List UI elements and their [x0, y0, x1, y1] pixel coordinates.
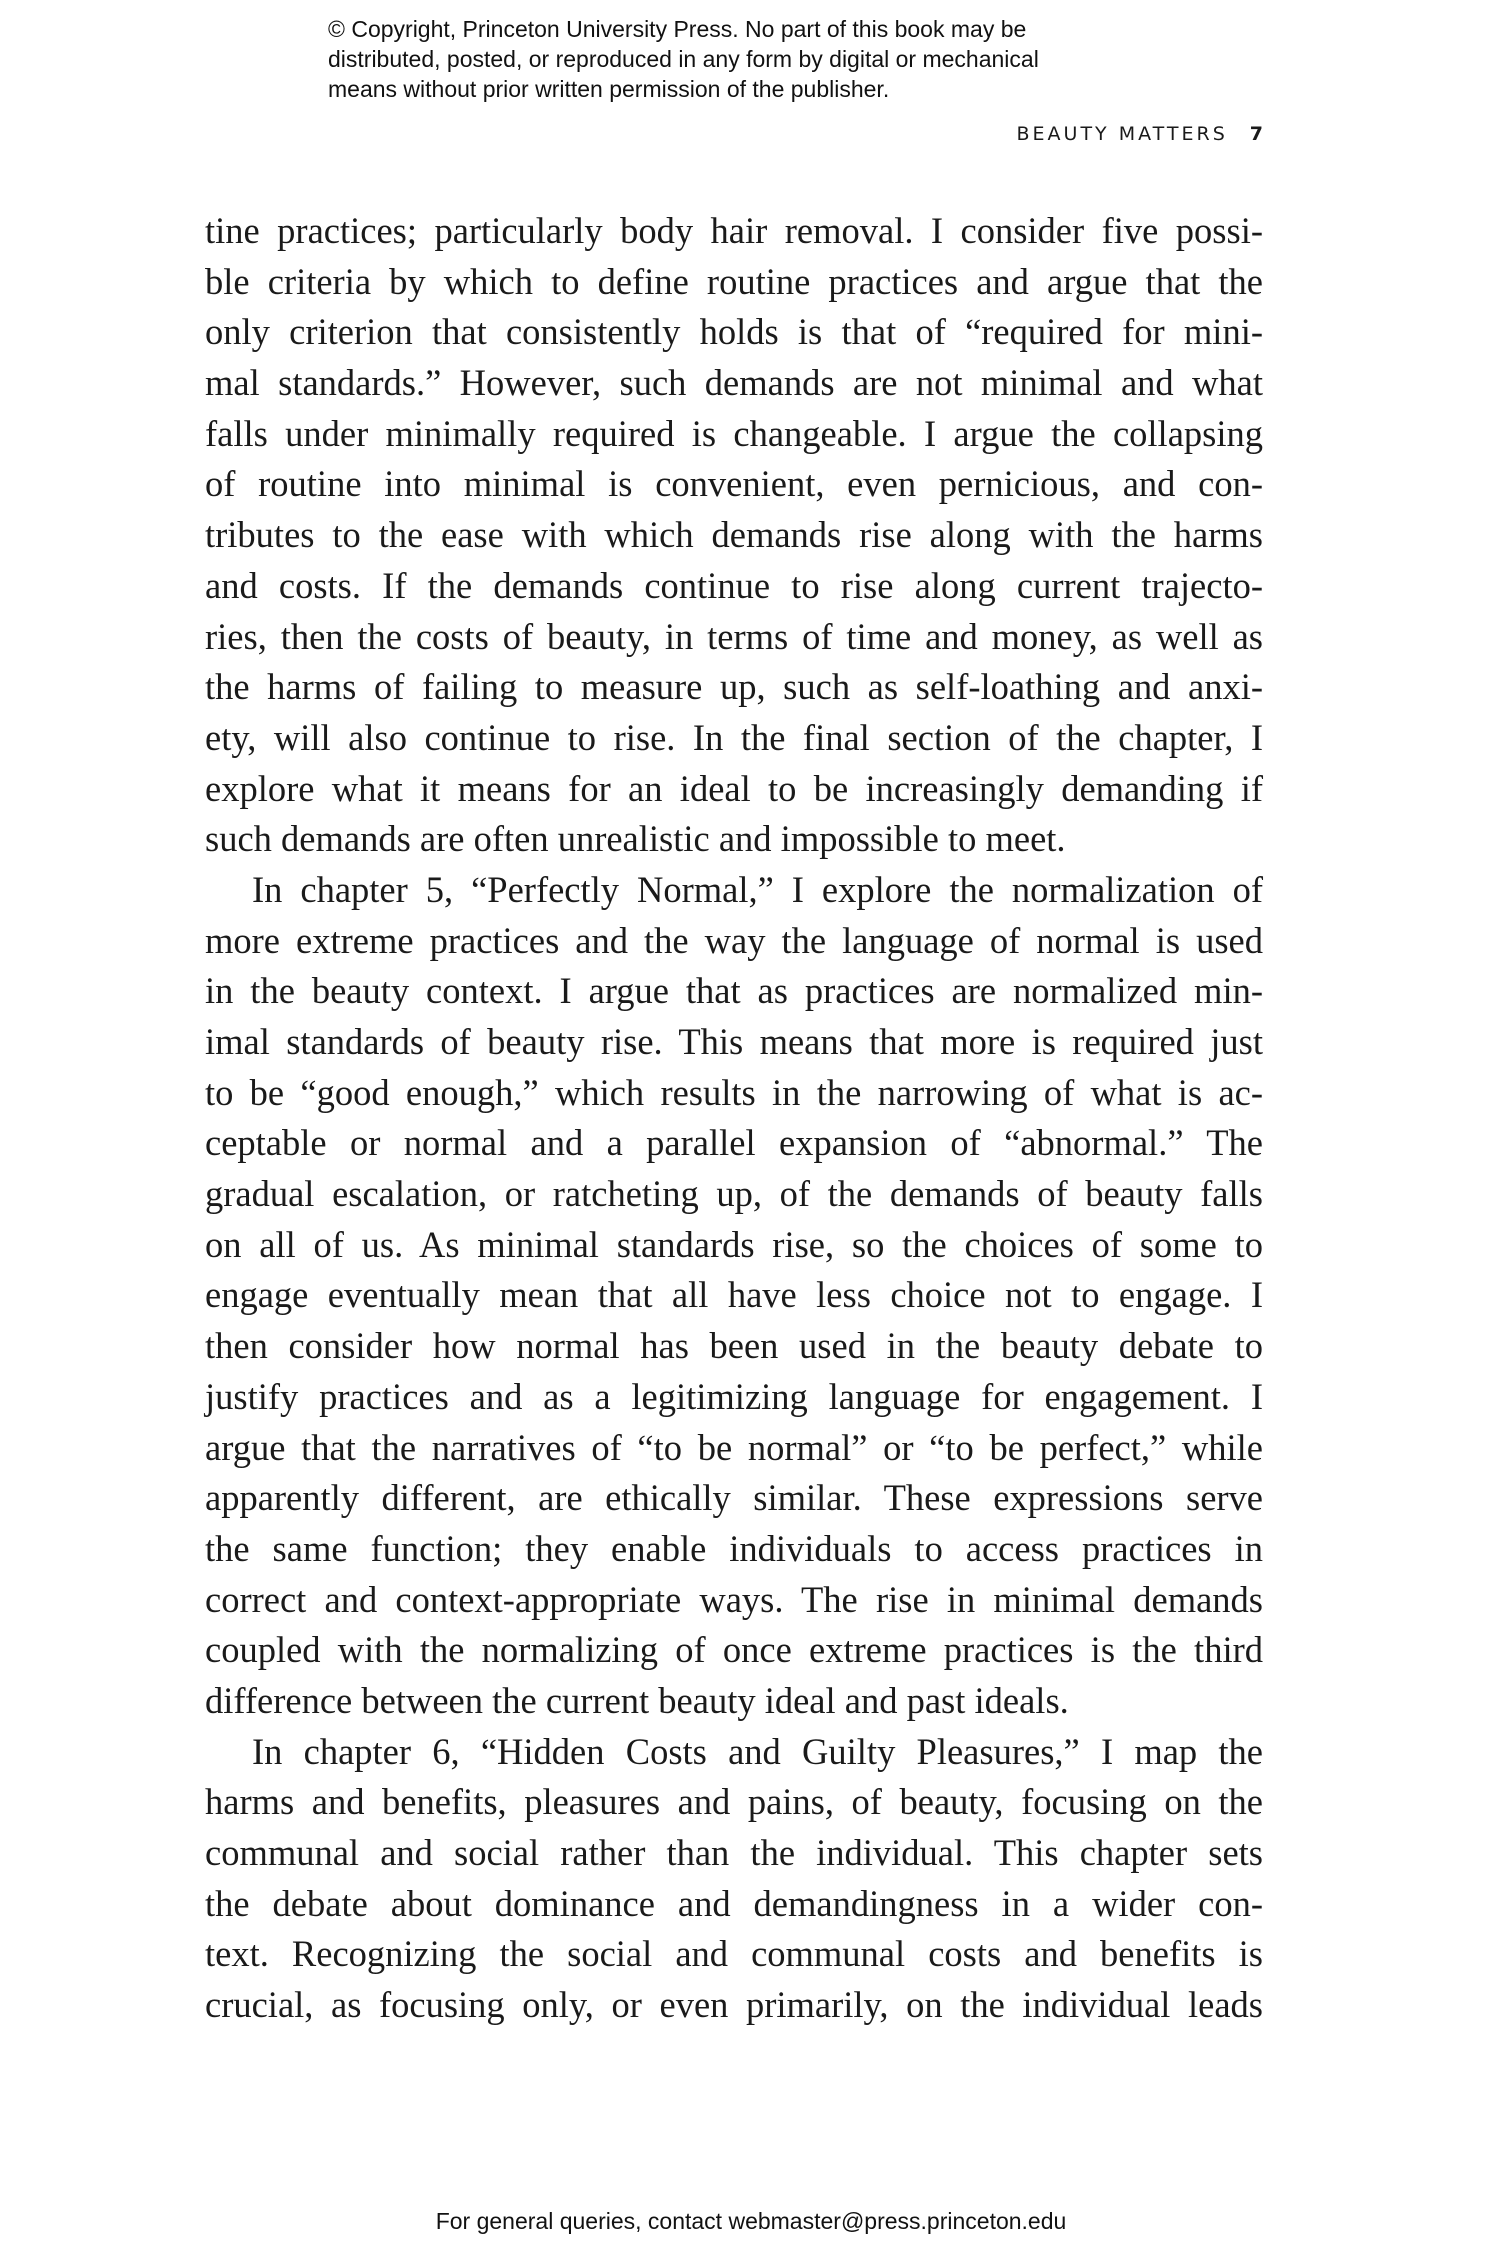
text-line: engage eventually mean that all have less choice not to engage. I [205, 1274, 1263, 1316]
text-line: communal and social rather than the individual. This chapter sets [205, 1832, 1263, 1873]
text-line: of routine into minimal is convenient, even pernicious, and con- [205, 463, 1263, 505]
text-line: and costs. If the demands continue to rise along current trajecto- [205, 564, 1263, 606]
text-line: only criterion that consistently holds is that of “required for mini- [205, 311, 1263, 353]
text-line: harms and benefits, pleasures and pains, of beauty, focusing on the [205, 1781, 1263, 1823]
running-head-title: BEAUTY MATTERS [1016, 123, 1228, 145]
footer-contact-text: For general queries, contact webmaster@press.princeton.edu [435, 2208, 1067, 2234]
paragraph-2 [205, 865, 1263, 1727]
text-line: explore what it means for an ideal to be increasingly demanding if [205, 767, 1263, 809]
text-line: In chapter 5, “Perfectly Normal,” I explore the normalization of [252, 868, 1263, 910]
text-line: text. Recognizing the social and communal costs and benefits is [205, 1933, 1263, 1975]
text-line: on all of us. As minimal standards rise, so the choices of some to [205, 1223, 1263, 1265]
text-line: coupled with the normalizing of once extreme practices is the third [205, 1629, 1263, 1671]
paragraph-1 [205, 206, 1263, 865]
text-line: the same function; they enable individuals to access practices in [205, 1527, 1263, 1569]
copyright-line: © Copyright, Princeton University Press. No part of this book may be [328, 16, 1027, 42]
text-line: more extreme practices and the way the language of normal is used [205, 919, 1263, 961]
text-line: In chapter 6, “Hidden Costs and Guilty Pleasures,” I map the [252, 1730, 1263, 1772]
text-line: to be “good enough,” which results in the narrowing of what is ac- [205, 1071, 1263, 1113]
paragraph-3 [205, 1727, 1263, 2031]
text-line: tributes to the ease with which demands rise along with the harms [205, 514, 1263, 556]
running-head [900, 120, 1263, 148]
text-line: imal standards of beauty rise. This means that more is required just [205, 1021, 1263, 1062]
text-line: difference between the current beauty ideal and past ideals. [205, 1679, 1069, 1721]
text-line: in the beauty context. I argue that as practices are normalized min- [205, 970, 1263, 1012]
text-line: the harms of failing to measure up, such as self-loathing and anxi- [205, 666, 1263, 708]
page-number: 7 [1249, 123, 1263, 145]
text-line: justify practices and as a legitimizing language for engagement. I [205, 1375, 1263, 1417]
copyright-line: means without prior written permission of the publisher. [328, 76, 890, 102]
footer [0, 2206, 1500, 2236]
text-line: ety, will also continue to rise. In the final section of the chapter, I [205, 716, 1263, 758]
copyright-line: distributed, posted, or reproduced in any form by digital or mechanical [328, 46, 1039, 72]
text-line: crucial, as focusing only, or even primarily, on the individual leads [205, 1984, 1263, 2026]
text-line: such demands are often unrealistic and impossible to meet. [205, 818, 1066, 860]
text-line: mal standards.” However, such demands are not minimal and what [205, 362, 1263, 404]
body-text [205, 206, 1263, 2031]
text-line: falls under minimally required is changeable. I argue the collapsing [205, 412, 1263, 454]
text-line: correct and context-appropriate ways. The rise in minimal demands [205, 1578, 1263, 1620]
text-line: argue that the narratives of “to be normal” or “to be perfect,” while [205, 1426, 1263, 1468]
text-line: apparently different, are ethically similar. These expressions serve [205, 1477, 1263, 1519]
text-line: ries, then the costs of beauty, in terms of time and money, as well as [205, 615, 1263, 657]
copyright-notice [328, 14, 1228, 104]
text-line: ble criteria by which to define routine practices and argue that the [205, 260, 1263, 302]
text-line: tine practices; particularly body hair removal. I consider five possi- [205, 210, 1263, 251]
text-line: ceptable or normal and a parallel expansion of “abnormal.” The [205, 1122, 1263, 1164]
text-line: then consider how normal has been used in the beauty debate to [205, 1325, 1263, 1367]
text-line: the debate about dominance and demandingness in a wider con- [205, 1882, 1263, 1924]
text-line: gradual escalation, or ratcheting up, of the demands of beauty falls [205, 1173, 1263, 1215]
